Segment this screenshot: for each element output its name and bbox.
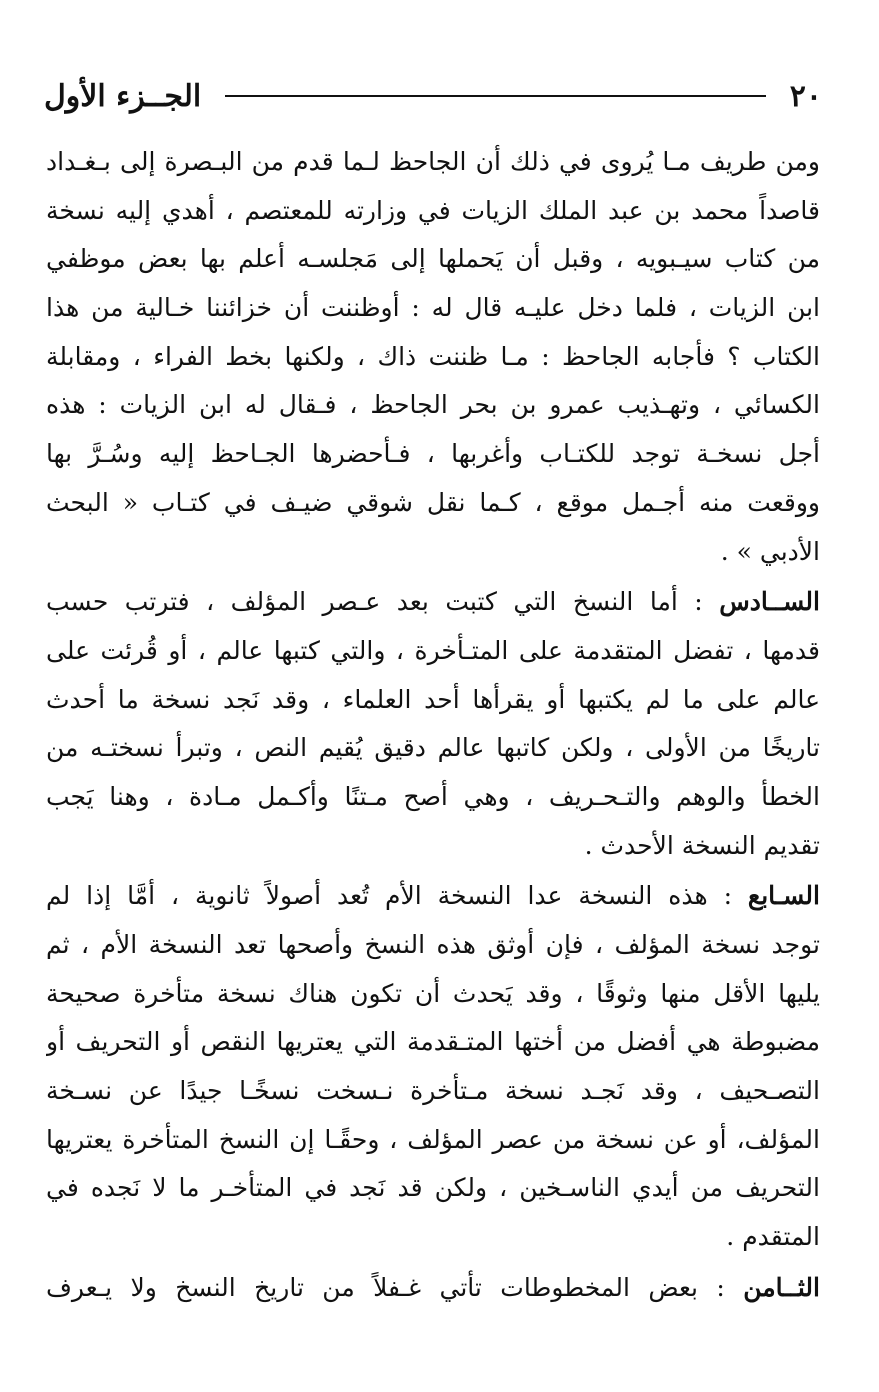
text-line [46, 578, 820, 627]
text-line: الكسائي ، وتهـذيب عمرو بن بحر الجاحظ ، فـقال له ابن الزيات : هذه [46, 390, 820, 420]
paragraph-4 [46, 1264, 820, 1313]
text-line-rest: : أما النسخ التي كتبت بعد عـصر المؤلف ، فترتب حسب [46, 587, 720, 617]
text-line: توجد نسخة المؤلف ، فإن أوثق هذه النسخ وأصحها تعد النسخة الأم ، ثم [46, 930, 820, 959]
text-line: المتقدم . [726, 1222, 820, 1252]
text-line: أجل نسخـة توجد للكتـاب وأغربها ، فـأحضرها الجـاحظ إليه وسُـرَّ بها [46, 439, 820, 469]
paragraph-lead-word: الثــامن [743, 1272, 820, 1302]
text-line: الكتاب ؟ فأجابه الجاحظ : مـا ظننت ذاك ، ولكنها بخط الفراء ، ومقابلة [46, 341, 820, 371]
text-line: التصـحيف ، وقد نَجـد نسخة مـتأخرة نـسخت نسخًـا جيدًا عن نسـخة [46, 1076, 820, 1106]
text-line-rest: : بعض المخطوطات تأتي غـفلاً من تاريخ النسخ ولا يـعرف [46, 1272, 744, 1302]
paragraph-lead-word: السـابع [747, 881, 820, 911]
text-line: قاصداً محمد بن عبد الملك الزيات في وزارته للمعتصم ، أهدي إليه نسخة [46, 195, 820, 225]
text-line [46, 872, 820, 921]
text-line: عالم على ما لم يكتبها أو يقرأها أحد العلماء ، وقد نَجد نسخة ما أحدث [46, 684, 820, 714]
text-line: تقديم النسخة الأحدث . [584, 830, 820, 860]
text-line: ابن الزيات ، فلما دخل عليـه قال له : أوظننت أن خزائننا خـالية من هذا [46, 293, 820, 323]
running-title: الجــزء الأول [44, 78, 202, 114]
text-line-rest: : هذه النسخة عدا النسخة الأم تُعد أصولاً ثانوية ، أمَّا إذا لم [46, 881, 748, 911]
text-line: ووقعت منه أجـمل موقع ، كـما نقل شوقي ضيـف في كتـاب « البحث [46, 487, 820, 517]
paragraph-3 [46, 872, 820, 1262]
text-line: التحريف من أيدي الناسـخين ، ولكن قد نَجد في المتأخـر ما لا نَجده في [46, 1173, 820, 1203]
text-line: الأدبي » . [720, 536, 820, 566]
text-line: مضبوطة هي أفضل من أختها المتـقدمة التي يعتريها النقص أو التحريف أو [46, 1027, 820, 1057]
text-line [46, 1264, 820, 1313]
paragraph-lead-word: الســادس [719, 587, 820, 617]
header-rule [225, 95, 766, 97]
page-number: ٢٠ [789, 78, 822, 114]
paragraph-2 [46, 578, 820, 870]
text-line: تاريخًا من الأولى ، ولكن كاتبها عالم دقيق يُقيم النص ، وتبرأ نسختـه من [46, 733, 820, 763]
text-line: قدمها ، تفضل المتقدمة على المتـأخرة ، والتي كتبها عالم ، أو قُرئت على [46, 635, 820, 665]
page-body [46, 138, 820, 1313]
text-line: من كتاب سيـبويه ، وقبل أن يَحملها إلى مَجلسـه أعلم بها بعض موظفي [46, 244, 820, 274]
text-line: الخطأ والوهم والتـحـريف ، وهي أصح مـتنًا وأكـمل مـادة ، وهنا يَجب [46, 781, 820, 811]
paragraph-1 [46, 138, 820, 576]
text-line: المؤلف، أو عن نسخة من عصر المؤلف ، وحقًـا إن النسخ المتأخرة يعتريها [46, 1124, 820, 1154]
page-header [44, 70, 822, 122]
text-line: يليها الأقل منها وثوقًا ، وقد يَحدث أن تكون هناك نسخة متأخرة صحيحة [46, 978, 820, 1008]
text-line: ومن طريف مـا يُروى في ذلك أن الجاحظ لـما قدم من البـصرة إلى بـغـداد [46, 147, 820, 176]
